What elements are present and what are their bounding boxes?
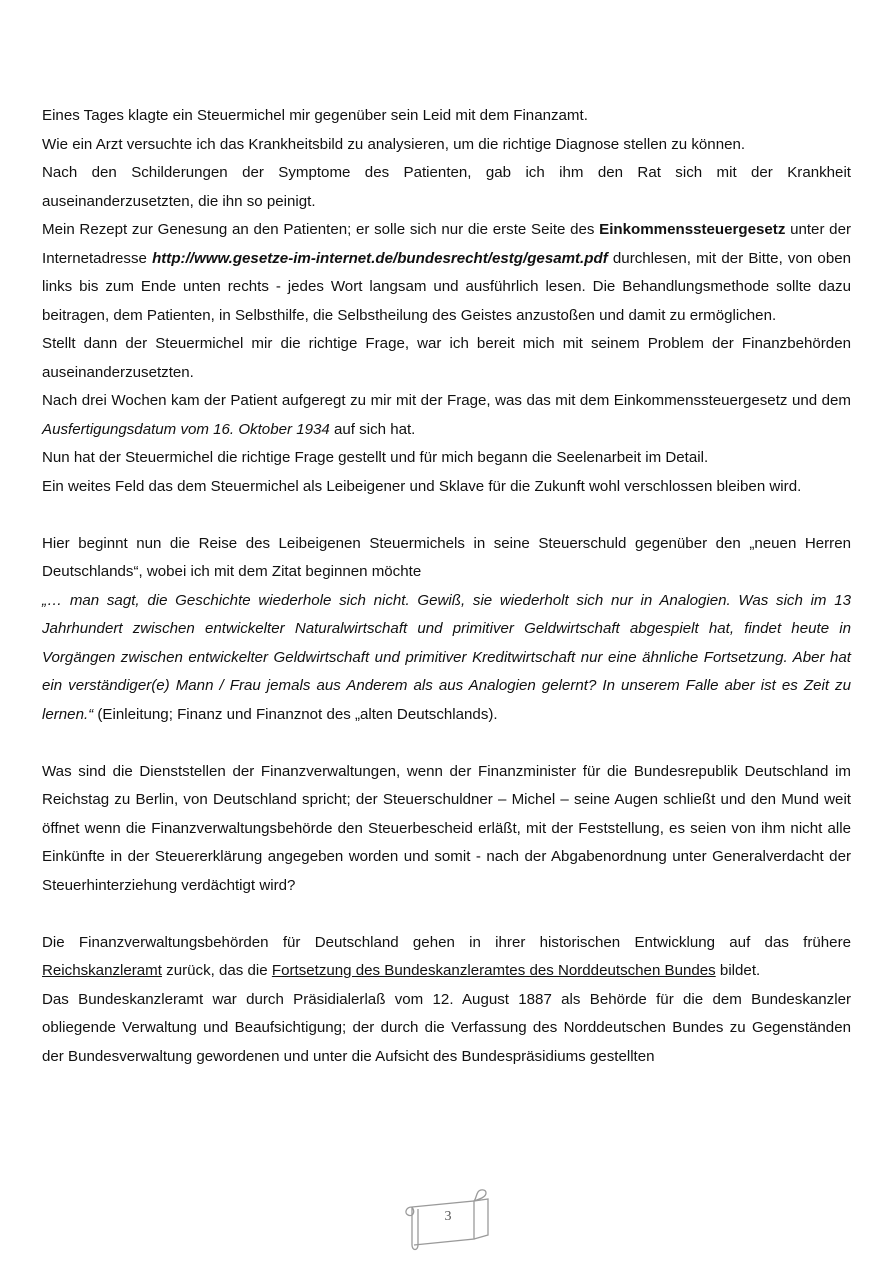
text-run: Mein Rezept zur Genesung an den Patienten; er solle sich nur die erste Seite des bbox=[42, 221, 600, 238]
document-body bbox=[42, 102, 851, 1071]
spacer bbox=[42, 729, 851, 758]
text-run: zurück, das die bbox=[161, 962, 272, 979]
paragraph bbox=[42, 216, 851, 330]
text-run: auf sich hat. bbox=[329, 420, 416, 438]
paragraph: Das Bundeskanzleramt war durch Präsidialerlaß vom 12. August 1887 als Behörde für die dem Bundeskanzler obliegende Verwaltung und Beaufsichtigung; der durch die Verfassung des Norddeutschen Bundes zu Gegenständen der Bundesverwaltung gewordenen und unter die Aufsicht des Bundespräsidiums gestellten bbox=[42, 990, 851, 1065]
link-reichskanzleramt[interactable]: Reichskanzleramt bbox=[42, 962, 162, 979]
page-number: 3 bbox=[444, 1209, 452, 1224]
paragraph: Stellt dann der Steuermichel mir die richtige Frage, war ich bereit mich mit seinem Problem der Finanzbehörden auseinanderzusetzten. bbox=[42, 335, 851, 381]
spacer bbox=[42, 501, 851, 530]
paragraph: Wie ein Arzt versuchte ich das Krankheitsbild zu analysieren, um die richtige Diagnose stellen zu können. bbox=[42, 135, 746, 153]
quote-source: (Einleitung; Finanz und Finanznot des „alten Deutschlands). bbox=[93, 705, 498, 723]
text-run: Nach drei Wochen kam der Patient aufgeregt zu mir mit der Frage, was das mit dem Einkommenssteuergesetz und dem bbox=[42, 392, 851, 409]
spacer bbox=[42, 900, 851, 929]
quote: „… man sagt, die Geschichte wiederhole sich nicht. Gewiß, sie wiederholt sich nur in Analogien. Was sich im 13 Jahrhundert zwischen entwickelter Naturalwirtschaft und primitiver Geldwirtschaft abgespielt hat, findet heute in Vorgängen zwischen entwickelter Geldwirtschaft und primitiver Kreditwirtschaft nur eine ähnliche Fortsetzung. Aber hat ein verständiger(e) Mann / Frau jemals aus Anderem als aus Analogien gelernt? In unserem Falle aber ist es Zeit zu lernen.“ bbox=[42, 591, 851, 723]
paragraph: Was sind die Dienststellen der Finanzverwaltungen, wenn der Finanzminister für die Bundesrepublik Deutschland im Reichstag zu Berlin, von Deutschland spricht; der Steuerschuldner – Michel – seine Augen schließt und den Mund weit öffnet wenn die Finanzverwaltungsbehörde den Steuerbescheid erläßt, mit der Feststellung, es seien von ihm nicht alle Einkünfte in der Steuererklärung angegeben worden und somit - nach der Abgabenordnung unter Generalverdacht der Steuerhinterziehung verdächtigt wird? bbox=[42, 762, 851, 894]
paragraph bbox=[42, 387, 851, 444]
law-url: http://www.gesetze-im-internet.de/bundesrecht/estg/gesamt.pdf bbox=[152, 249, 608, 267]
text-run: Die Finanzverwaltungsbehörden für Deutschland gehen in ihrer historischen Entwicklung auf das frühere bbox=[42, 933, 851, 951]
quote-paragraph bbox=[42, 587, 851, 730]
paragraph: Ein weites Feld das dem Steuermichel als Leibeigener und Sklave für die Zukunft wohl verschlossen bleiben wird. bbox=[42, 477, 802, 495]
text-run: durchlesen, mit der Bitte, von oben links bis zum Ende unten rechts - jedes Wort langsam und ausführlich lesen. Die Behandlungsmethode sollte dazu beitragen, dem Patienten, in Selbsthilfe, die Selbstheilung des Geistes anzustoßen und damit zu ermöglichen. bbox=[42, 249, 851, 324]
paragraph bbox=[42, 929, 851, 986]
law-title: Einkommenssteuergesetz bbox=[599, 221, 786, 238]
link-bundeskanzleramt[interactable]: Fortsetzung des Bundeskanzleramtes des Norddeutschen Bundes bbox=[271, 962, 716, 979]
text-run: unter der Internetadresse bbox=[42, 221, 851, 267]
paragraph: Hier beginnt nun die Reise des Leibeigenen Steuermichels in seine Steuerschuld gegenüber den „neuen Herren Deutschlands“, wobei ich mit dem Zitat beginnen möchte bbox=[42, 534, 851, 580]
paragraph: Nun hat der Steuermichel die richtige Frage gestellt und für mich begann die Seelenarbeit im Detail. bbox=[42, 449, 709, 466]
emphasis: Ausfertigungsdatum vom 16. Oktober 1934 bbox=[42, 420, 330, 438]
paragraph: Eines Tages klagte ein Steuermichel mir gegenüber sein Leid mit dem Finanzamt. bbox=[42, 107, 588, 124]
paragraph: Nach den Schilderungen der Symptome des Patienten, gab ich ihm den Rat sich mit der Krankheit auseinanderzusetzten, die ihn so peinigt. bbox=[42, 164, 851, 210]
text-run: bildet. bbox=[715, 962, 761, 979]
